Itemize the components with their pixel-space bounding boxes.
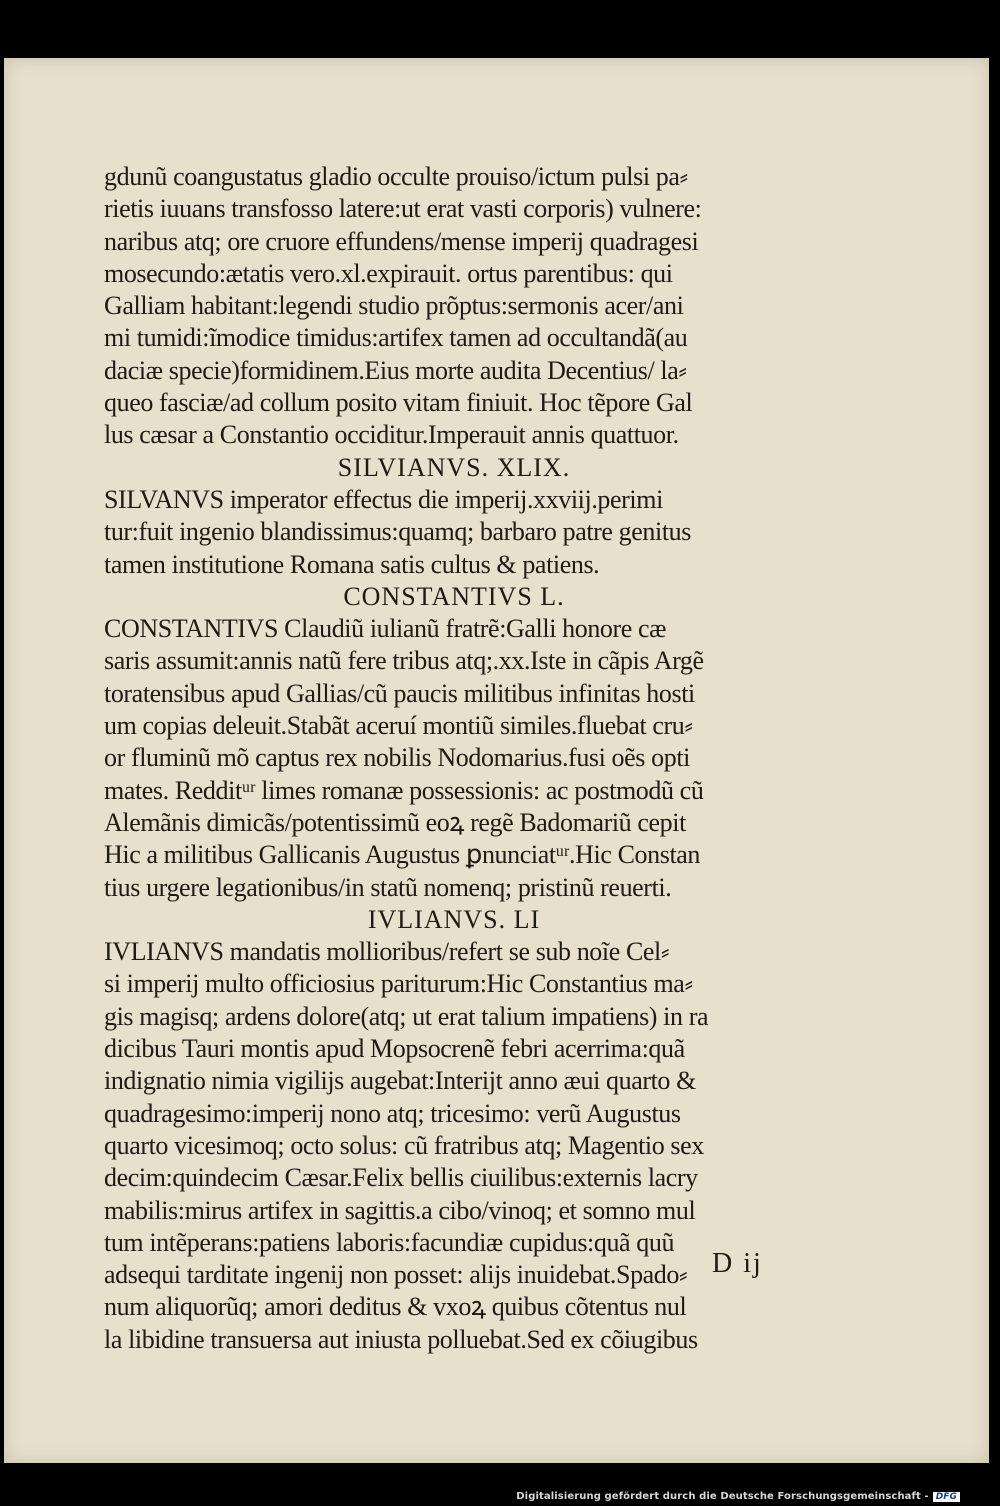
text-line: Alemãnis dimicãs/potentissimũ eoꝝ regẽ Badomariũ cepit [104, 807, 686, 837]
footer-text: Digitalisierung gefördert durch die Deutsche Forschungsgemeinschaft - [516, 1491, 929, 1502]
dfg-logo: DFG [933, 1492, 960, 1502]
text-line: rietis iuuans transfosso latere:ut erat vasti corporis) vulnere: [104, 194, 702, 224]
text-line: lus cæsar a Constantio occiditur.Imperauit annis quattuor. [104, 420, 679, 450]
section-heading: SILVIANVS. XLIX. [337, 452, 571, 482]
text-line: daciæ specie)formidinem.Eius morte audita Decentius/ la⸗ [104, 355, 687, 385]
digitization-footer [516, 1491, 960, 1502]
text-line: or fluminũ mõ captus rex nobilis Nodomarius.fusi oẽs opti [104, 743, 690, 773]
text-line: num aliquorũq; amori deditus & vxoꝝ quibus cõtentus nul [104, 1292, 687, 1322]
text-line: tum intẽperans:patiens laboris:facundiæ cupidus:quã quũ [104, 1227, 675, 1257]
text-line: mi tumidi:ĩmodice timidus:artifex tamen ad occultandã(au [104, 323, 688, 353]
section-heading: IVLIANVS. LI [367, 904, 541, 934]
text-line: Hic a militibus Gallicanis Augustus ꝑnunciatᵘʳ.Hic Constan [104, 840, 701, 870]
text-line: CONSTANTIVS Claudiũ iulianũ fratrẽ:Galli honore cæ [104, 614, 667, 644]
text-line: tius urgere legationibus/in statũ nomenq; pristinũ reuerti. [104, 872, 672, 902]
text-line: mabilis:mirus artifex in sagittis.a cibo/vinoq; et somno mul [104, 1195, 696, 1225]
text-line: IVLIANVS mandatis mollioribus/refert se sub noĩe Cel⸗ [104, 937, 670, 967]
text-line: la libidine transuersa aut iniusta polluebat.Sed ex cõiugibus [104, 1324, 698, 1354]
text-line: quarto vicesimoq; octo solus: cũ fratribus atq; Magentio sex [104, 1130, 704, 1160]
text-line: indignatio nimia vigilijs augebat:Interijt anno æui quarto & [104, 1066, 696, 1096]
text-line: Galliam habitant:legendi studio prõptus:sermonis acer/ani [104, 291, 684, 321]
text-line: naribus atq; ore cruore effundens/mense imperij quadragesi [104, 226, 699, 256]
text-line: mosecundo:ætatis vero.xl.expirauit. ortus parentibus: qui [104, 258, 673, 288]
text-line: dicibus Tauri montis apud Mopsocrenẽ febri acerrima:quã [104, 1034, 685, 1064]
text-line: saris assumit:annis natũ fere tribus atq;.xx.Iste in cãpis Argẽ [104, 646, 704, 676]
section-heading: CONSTANTIVS L. [343, 581, 565, 611]
text-line: gis magisq; ardens dolore(atq; ut erat talium impatiens) in ra [104, 1001, 709, 1031]
text-line: queo fasciæ/ad collum posito vitam finiuit. Hoc tẽpore Gal [104, 388, 693, 418]
text-line: um copias deleuit.Stabãt aceruí montiũ similes.fluebat cru⸗ [104, 711, 693, 741]
signature-mark: D ij [712, 1248, 763, 1279]
text-line: SILVANVS imperator effectus die imperij.xxviij.perimi [104, 484, 663, 514]
text-line: toratensibus apud Gallias/cũ paucis militibus infinitas hosti [104, 678, 695, 708]
page-text [104, 161, 804, 1356]
text-line: quadragesimo:imperij nono atq; tricesimo: verũ Augustus [104, 1098, 681, 1128]
text-line: decim:quindecim Cæsar.Felix bellis ciuilibus:externis lacry [104, 1163, 698, 1193]
text-line: adsequi tarditate ingenij non posset: alijs inuidebat.Spado⸗ [104, 1260, 688, 1290]
text-line: si imperij multo officiosius pariturum:Hic Constantius ma⸗ [104, 969, 693, 999]
book-page [4, 58, 989, 1463]
text-line: tamen institutione Romana satis cultus & patiens. [104, 549, 600, 579]
text-line: mates. Redditᵘʳ limes romanæ possessionis: ac postmodũ cũ [104, 775, 704, 805]
text-line: gdunũ coangustatus gladio occulte prouiso/ictum pulsi pa⸗ [104, 162, 688, 191]
text-line: tur:fuit ingenio blandissimus:quamq; barbaro patre genitus [104, 517, 691, 547]
